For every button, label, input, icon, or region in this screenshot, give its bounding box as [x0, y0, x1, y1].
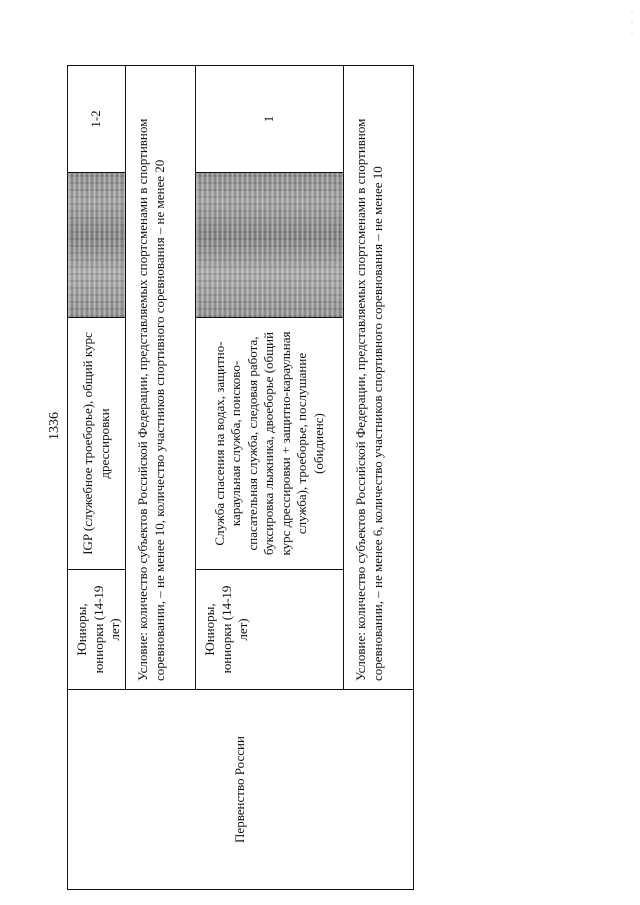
- results-table: [67, 65, 414, 890]
- scan-marks: · · ·: [628, 8, 637, 35]
- shaded-cell: [196, 173, 344, 318]
- age-group-cell: [196, 570, 344, 690]
- event-cell: [68, 690, 414, 890]
- age-group-cell: [68, 570, 126, 690]
- condition-text: Условие: количество субъектов Российской Федерации, представляемых спортсменами в спортивном соревновании, – не менее 6, количество участников спортивного соревнования – не менее 10: [353, 118, 385, 681]
- discipline-text: Служба спасения на водах, защитно-караульная служба, поисково-спасательная служба, следовая работа, буксировка лыжника, двоеборье (общий курс дрессировки + защитно-караульная служба), троеборье, послушание (обидиенс): [211, 331, 326, 556]
- discipline-cell: [68, 318, 126, 570]
- page-number: 1336: [47, 412, 62, 440]
- number-cell: [68, 66, 126, 173]
- discipline-cell: [196, 318, 344, 570]
- number-text: 1-2: [88, 110, 104, 128]
- condition-cell: [344, 66, 414, 690]
- condition-text: Условие: количество субъектов Российской Федерации, представляемых спортсменами в спортивном соревновании, – не менее 10, количество участников спортивного соревнования – не менее 20: [135, 118, 167, 681]
- discipline-text: IGP (служебное троеборье), общий курс дрессировки: [80, 332, 112, 555]
- number-cell: [196, 66, 344, 173]
- table-row: [68, 66, 126, 890]
- shaded-cell: [68, 173, 126, 318]
- event-name: Первенство России: [232, 736, 248, 843]
- age-group-text: Юниоры, юниорки (14-19 лет): [74, 585, 122, 674]
- number-text: 1: [261, 115, 277, 123]
- condition-cell: [126, 66, 196, 690]
- age-group-text: Юниоры, юниорки (14-19 лет): [202, 585, 250, 674]
